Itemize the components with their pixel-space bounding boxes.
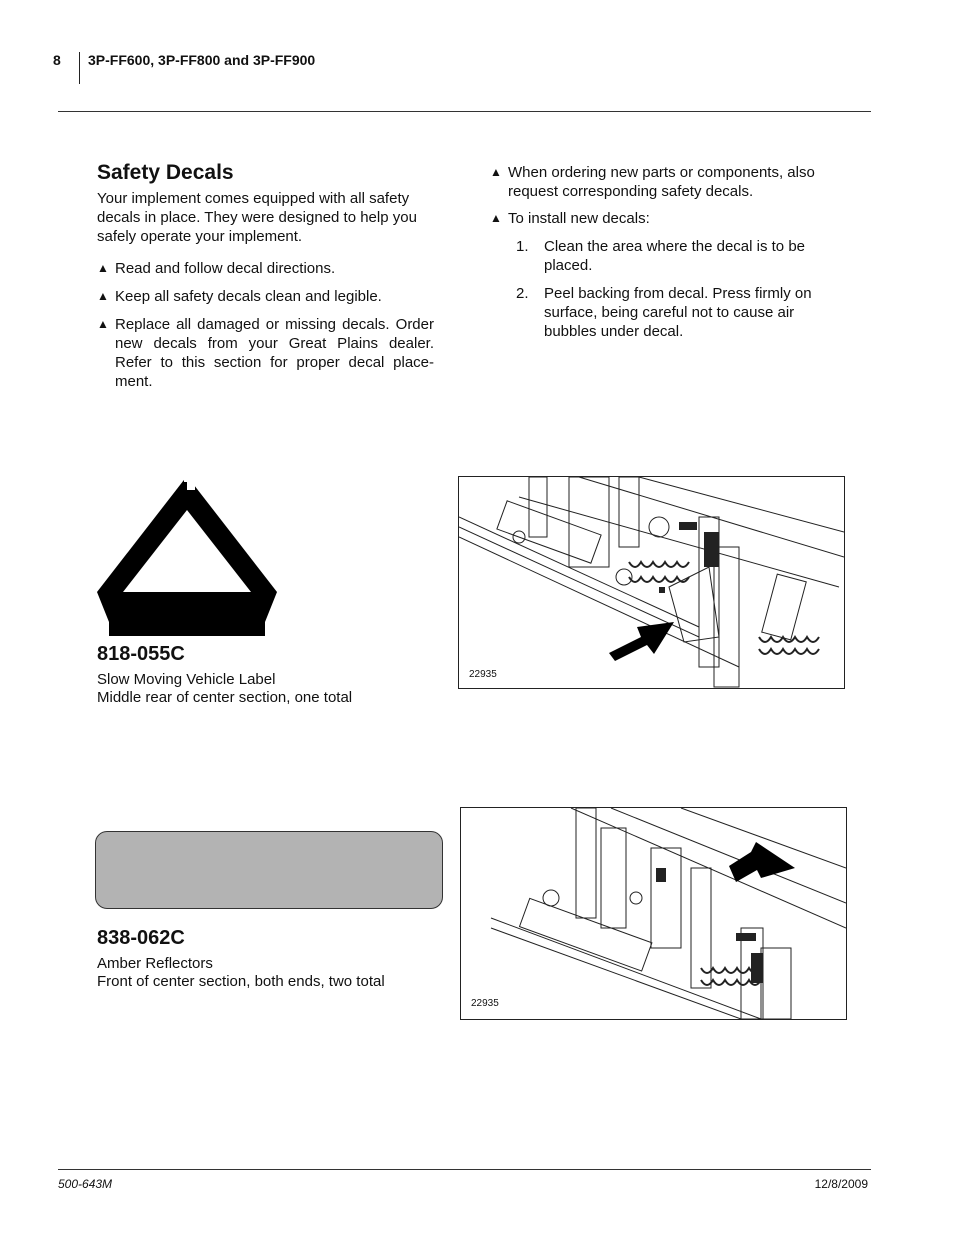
bullet-text: Keep all safety decals clean and legible. (115, 288, 382, 305)
section-title: Safety Decals (97, 161, 234, 184)
bullet-item (97, 259, 434, 278)
step-text: Peel backing from decal. Press firmly on surface, being careful not to cause air bubbles under decal. (544, 285, 812, 340)
triangle-bullet-icon: ▲ (97, 317, 109, 331)
step-item (516, 284, 836, 341)
bullet-text: To install new decals: (508, 210, 650, 227)
step-number: 1. (516, 238, 529, 255)
amber-reflector-swatch (95, 831, 443, 909)
header-divider (79, 52, 80, 84)
bottom-rule (58, 1169, 871, 1170)
step-item (516, 237, 836, 275)
decal-name: Amber Reflectors (97, 955, 213, 972)
bullet-text: Replace all damaged or missing decals. Order new decals from your Great Plains dealer. Refer to this section for proper decal place-ment. (115, 316, 434, 390)
document-number: 500-643M (58, 1177, 113, 1191)
triangle-bullet-icon: ▲ (97, 289, 109, 303)
bullet-item (97, 315, 434, 391)
step-number: 2. (516, 285, 529, 302)
decal-location: Middle rear of center section, one total (97, 689, 353, 706)
intro-paragraph: Your implement comes equipped with all safety decals in place. They were designed to help you safely operate your implement. (97, 190, 417, 245)
machine-drawing (459, 477, 844, 688)
header-title: 3P-FF600, 3P-FF800 and 3P-FF900 (88, 52, 316, 68)
right-bullet-item (490, 163, 840, 201)
bullet-text: Read and follow decal directions. (115, 260, 336, 277)
decal-location: Front of center section, both ends, two total (97, 973, 385, 990)
machine-drawing (461, 808, 846, 1019)
top-rule (58, 111, 871, 112)
decal-location-illustration (460, 807, 847, 1020)
bullet-item (97, 287, 434, 306)
figure-number: 22935 (471, 998, 499, 1009)
decal-name: Slow Moving Vehicle Label (97, 671, 276, 688)
decal-code: 838-062C (97, 927, 185, 949)
slow-moving-vehicle-triangle-icon (95, 474, 279, 638)
document-date: 12/8/2009 (814, 1177, 868, 1191)
step-text: Clean the area where the decal is to be placed. (544, 238, 805, 274)
decal-code: 818-055C (97, 643, 185, 665)
triangle-bullet-icon: ▲ (490, 211, 502, 225)
bullet-text: When ordering new parts or components, also request corresponding safety decals. (508, 164, 815, 200)
decal-location-illustration (458, 476, 845, 689)
figure-number: 22935 (469, 669, 497, 680)
page-number: 8 (53, 52, 61, 68)
triangle-bullet-icon: ▲ (97, 261, 109, 275)
triangle-bullet-icon: ▲ (490, 165, 502, 179)
right-bullet-item (490, 209, 840, 228)
